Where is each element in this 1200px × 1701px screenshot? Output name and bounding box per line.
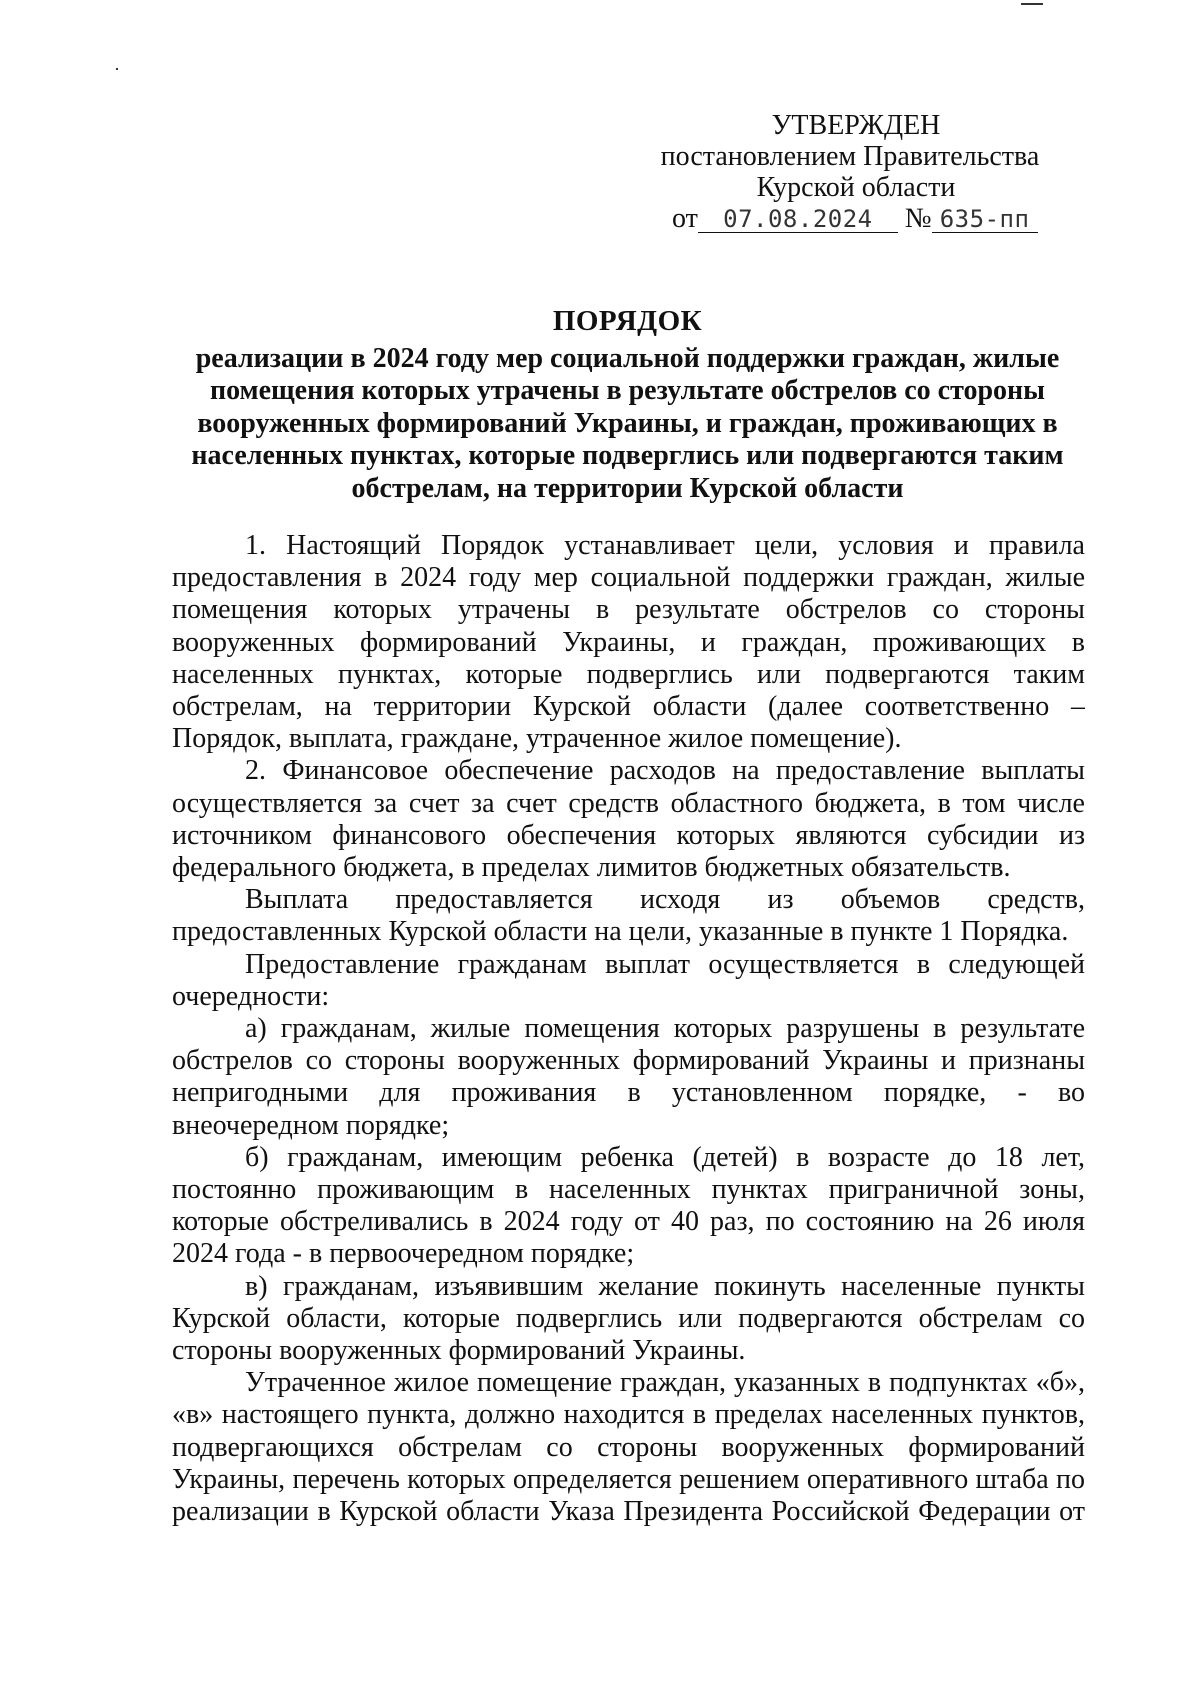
- paragraph-line: обстрелам, на территории Курской области (далее соответственно –: [172, 691, 1085, 723]
- paragraph: [172, 1271, 1085, 1368]
- title-line: реализации в 2024 году мер социальной поддержки граждан, жилые: [195, 342, 1060, 374]
- paragraph-line: населенных пунктах, которые подверглись или подвергаются таким: [172, 658, 1085, 690]
- paragraph-line: а) гражданам, жилые помещения которых разрушены в результате: [245, 1013, 1085, 1045]
- paragraph-line: которые обстреливались в 2024 году от 40 раз, по состоянию на 26 июля: [172, 1206, 1085, 1238]
- scan-dot: [116, 68, 118, 70]
- paragraph-line: федерального бюджета, в пределах лимитов бюджетных обязательств.: [172, 852, 1011, 884]
- paragraph-line: Выплата предоставляется исходя из объемов средств,: [245, 884, 1085, 916]
- paragraph: [172, 755, 1085, 884]
- paragraph-line: обстрелов со стороны вооруженных формирований Украины и признаны: [172, 1045, 1085, 1077]
- approval-region: Курской области: [756, 172, 956, 203]
- paragraph-line: 1. Настоящий Порядок устанавливает цели, условия и правила: [245, 530, 1085, 561]
- title-line: вооруженных формирований Украины, и граждан, проживающих в: [197, 407, 1058, 439]
- paragraph-line: Курской области, которые подверглись или подвергаются обстрелам со: [172, 1302, 1085, 1334]
- scan-speck: [1021, 3, 1043, 5]
- paragraph-line: очередности:: [172, 980, 330, 1012]
- paragraph-line: 2024 года - в первоочередном порядке;: [172, 1238, 635, 1270]
- paragraph-line: предоставленных Курской области на цели, указанные в пункте 1 Порядка.: [172, 916, 1069, 948]
- paragraph-line: Предоставление гражданам выплат осуществляется в следующей: [245, 948, 1085, 980]
- paragraph: [172, 1013, 1085, 1142]
- date-prefix: от: [672, 203, 698, 234]
- approval-date: 07.08.2024: [698, 206, 898, 233]
- paragraph: [172, 1142, 1085, 1271]
- paragraph-line: предоставления в 2024 году мер социальной поддержки граждан, жилые: [172, 562, 1085, 594]
- paragraph-line: Украины, перечень которых определяется решением оперативного штаба по: [172, 1463, 1085, 1495]
- paragraph-line: б) гражданам, имеющим ребенка (детей) в возрасте до 18 лет,: [245, 1141, 1085, 1173]
- paragraph: [172, 949, 1085, 1013]
- document-body: [172, 530, 1085, 1528]
- approval-resolution: постановлением Правительства: [660, 141, 1040, 172]
- approval-date-number-line: [620, 203, 1080, 234]
- paragraph-line: вооруженных формирований Украины, и граждан, проживающих в: [172, 626, 1085, 658]
- title-heading: ПОРЯДОК: [552, 305, 703, 337]
- approval-number: 635-пп: [932, 206, 1038, 233]
- paragraph-line: непригодными для проживания в установленном порядке, - во: [172, 1077, 1085, 1109]
- paragraph-line: Утраченное жилое помещение граждан, указанных в подпунктах «б»,: [245, 1367, 1085, 1399]
- paragraph-line: «в» настоящего пункта, должно находится в пределах населенных пунктов,: [172, 1399, 1085, 1431]
- title-line: помещения которых утрачены в результате обстрелов со стороны: [209, 375, 1046, 406]
- paragraph-line: источником финансового обеспечения которых являются субсидии из: [172, 819, 1085, 851]
- paragraph-line: реализации в Курской области Указа Президента Российской Федерации от: [172, 1496, 1085, 1528]
- paragraph: [172, 1367, 1085, 1528]
- paragraph-line: 2. Финансовое обеспечение расходов на предоставление выплаты: [245, 755, 1085, 787]
- approval-block: [620, 110, 1080, 234]
- paragraph-line: осуществляется за счет за счет средств областного бюджета, в том числе: [172, 787, 1085, 819]
- number-prefix: №: [904, 203, 932, 234]
- paragraph: [172, 884, 1085, 948]
- paragraph-line: в) гражданам, изъявившим желание покинуть населенные пункты: [245, 1270, 1085, 1302]
- paragraph: [172, 530, 1085, 755]
- title-line: обстрелам, на территории Курской области: [351, 472, 904, 504]
- title-line: населенных пунктах, которые подверглись или подвергаются таким: [191, 440, 1064, 471]
- paragraph-line: стороны вооруженных формирований Украины.: [172, 1335, 746, 1367]
- paragraph-line: подвергающихся обстрелам со стороны вооруженных формирований: [172, 1431, 1085, 1463]
- paragraph-line: помещения которых утрачены в результате обстрелов со стороны: [172, 594, 1085, 626]
- paragraph-line: внеочередном порядке;: [172, 1109, 450, 1141]
- paragraph-line: постоянно проживающим в населенных пунктах приграничной зоны,: [172, 1174, 1085, 1206]
- approval-heading: УТВЕРЖДЕН: [771, 110, 941, 141]
- paragraph-line: Порядок, выплата, граждане, утраченное жилое помещение).: [172, 723, 902, 755]
- document-title: [150, 305, 1105, 505]
